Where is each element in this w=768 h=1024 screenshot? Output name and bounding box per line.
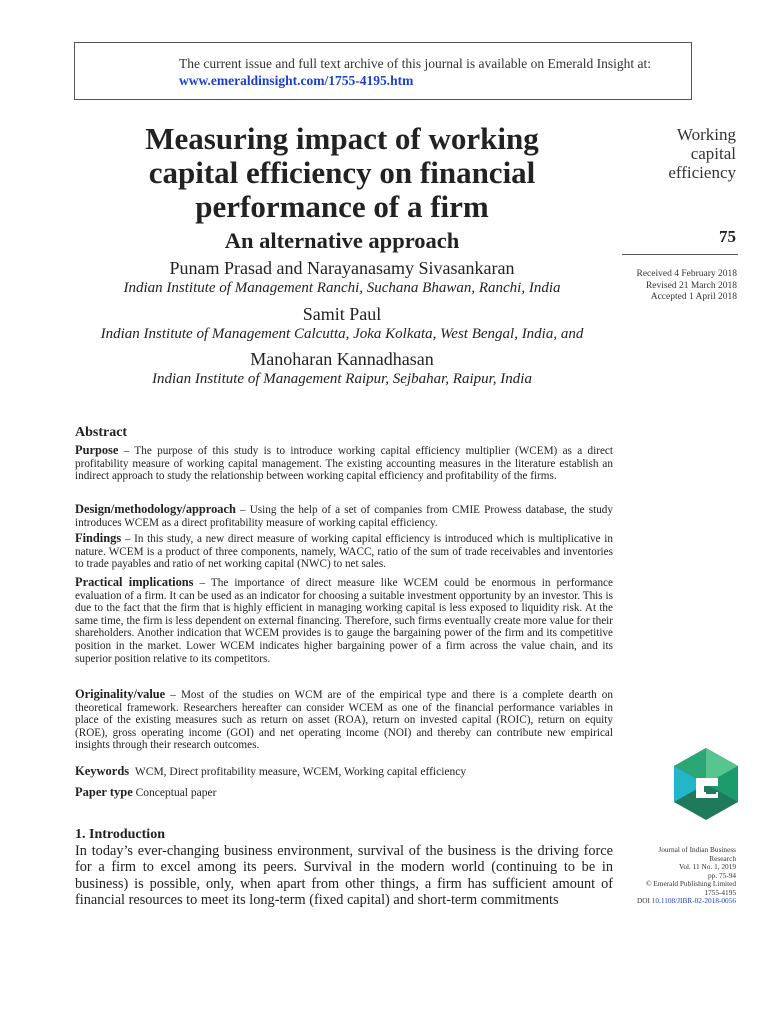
journal-url-link[interactable]: www.emeraldinsight.com/1755-4195.htm [179, 73, 414, 88]
sidebar-divider [622, 254, 738, 255]
received-date: Received 4 February 2018 [636, 269, 737, 279]
issn: 1755-4195 [704, 887, 736, 897]
practical-text: – The importance of direct measure like WCEM could be enormous in performance evaluation of a firm. It can be used as an indicator for choosing a suitable investment opportunity by an investor. This is due to the fact that the firm that is highly efficient in managing working capital is less exposed to liquidity risk. At the same time, the firm is less dependent on external financing. Therefore, such firms eventually create more value for their shareholders. Another indication that WCEM provides is to gauge the bargaining power of the firm and its competitive position in the market. Lower WCEM indicates higher bargaining power of a firm across the value chain, and its superior position relative to its competitors. [75, 577, 613, 665]
journal-notice-box [74, 42, 692, 100]
author-conjunction: and [276, 258, 303, 278]
paper-type-label: Paper type [75, 785, 133, 799]
journal-volume: Vol. 11 No. 1, 2019 [679, 862, 736, 871]
running-title-line: Working [676, 125, 736, 144]
paper-title-line-2: capital efficiency on financial [148, 155, 536, 190]
author-name: Narayanasamy Sivasankaran [307, 258, 515, 278]
keywords-label: Keywords [75, 764, 130, 778]
journal-info [620, 846, 736, 906]
running-title [618, 125, 736, 182]
findings-label: Findings [75, 531, 122, 545]
author-name: Samit Paul [302, 304, 382, 324]
paper-type-text: Conceptual paper [135, 787, 217, 799]
design-label: Design/methodology/approach [75, 502, 236, 516]
findings-text: – In this study, a new direct measure of working capital efficiency is introduced which is multiplicative in nature. WCEM is a product of three components, namely, WACC, ratio of the sum of trade receivables and inventories to trade payables and ratio of net working capital (NWC) to net sales. [75, 533, 613, 571]
revised-date: Revised 21 March 2018 [645, 280, 737, 291]
originality-text: – Most of the studies on WCM are of the empirical type and there is a complete dearth on theoretical framework. Researchers hereafter can consider WCEM as one of the financial performance variables in place of the existing measures such as return on asset (ROA), return on invested capital (ROIC), return on equity (ROE), gross operating income (GOI) and net operating income (NOI) and thereby can contribute new empirical insights through their research outcomes. [75, 689, 613, 752]
author-line-1 [82, 258, 602, 279]
paper-type [75, 785, 216, 800]
abstract-originality [75, 688, 613, 752]
practical-label: Practical implications [75, 575, 194, 589]
introduction-heading: 1. Introduction [75, 827, 165, 842]
introduction-text: In today’s ever-changing business environment, survival of the business is the driving force for a firm to excel among its peers. Survival in the modern world (continuing to be in business) is possible, only, when apart from other things, a firm has sufficient amount of financial resources to meet its long-term (fixed capital) and short-term commitments [75, 843, 613, 909]
notice-text: The current issue and full text archive of this journal is available on Emerald Insight at: [179, 56, 651, 71]
author-affiliation: Indian Institute of Management Raipur, Sejbahar, Raipur, India [152, 371, 532, 387]
journal-name-cont: Research [709, 853, 736, 863]
keywords [75, 764, 466, 779]
journal-name: Journal of Indian Business [658, 845, 736, 854]
doi-link[interactable]: 10.1108/JIBR-02-2018-0056 [651, 896, 736, 905]
abstract-findings [75, 532, 613, 571]
running-title-line: capital [690, 144, 736, 163]
doi-line [620, 897, 736, 906]
paper-subtitle: An alternative approach [224, 228, 460, 253]
abstract-purpose [75, 444, 613, 483]
purpose-text: – The purpose of this study is to introduce working capital efficiency multiplier (WCEM) as a direct profitability measure of working capital management. The existing accounting measures in the literature establish an indirect approach to study the relationship between working capital efficiency and profitability of the firms. [75, 445, 613, 483]
journal-pages: pp. 75-94 [708, 870, 736, 880]
design-text: – Using the help of a set of companies from CMIE Prowess database, the study introduces WCEM as a direct profitability measure of working capital efficiency. [75, 504, 613, 529]
keywords-text: WCM, Direct profitability measure, WCEM, Working capital efficiency [134, 766, 467, 778]
author-name: Manoharan Kannadhasan [250, 349, 434, 369]
paper-title-line-1: Measuring impact of working [145, 121, 539, 156]
abstract-heading: Abstract [75, 425, 128, 440]
copyright: © Emerald Publishing Limited [645, 879, 736, 888]
purpose-label: Purpose [75, 443, 119, 457]
doi-label: DOI [636, 896, 650, 905]
accepted-date: Accepted 1 April 2018 [650, 292, 737, 302]
emerald-logo-icon [674, 748, 738, 820]
paper-title-line-3: performance of a firm [195, 189, 489, 224]
submission-dates [610, 269, 737, 304]
abstract-practical [75, 576, 613, 665]
page-number: 75 [719, 227, 736, 246]
running-title-line: efficiency [668, 163, 736, 182]
author-affiliation: Indian Institute of Management Calcutta, Joka Kolkata, West Bengal, India, and [100, 326, 584, 342]
originality-label: Originality/value [75, 687, 166, 701]
author-name: Punam Prasad [169, 258, 273, 278]
author-affiliation: Indian Institute of Management Ranchi, Suchana Bhawan, Ranchi, India [123, 280, 561, 296]
abstract-design [75, 503, 613, 529]
